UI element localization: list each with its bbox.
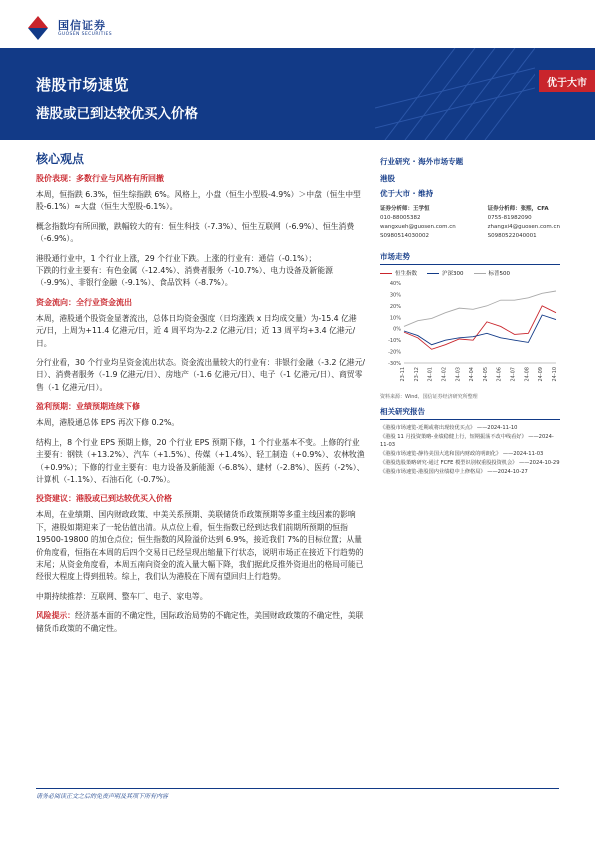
rating-tag: 优于大市 — [539, 70, 595, 92]
price-paragraph-1: 本周，恒指跌 6.3%，恒生综指跌 6%。风格上，小盘（恒生小型股-4.9%）＞中盘（恒生中型股-6.1%）≈大盘（恒生大型股-6.1%）。 — [36, 190, 361, 212]
x-tick-label: 24-08 — [524, 367, 531, 382]
related-reports-list — [380, 424, 560, 476]
x-tick-label: 24-03 — [455, 367, 462, 382]
series-line — [404, 306, 556, 349]
chart-source: 资料来源：Wind、国信证券经济研究所整理 — [380, 394, 478, 400]
section-price-heading: 股价表现：多数行业与风格有所回撤 — [36, 174, 164, 183]
x-tick-label: 24-07 — [510, 367, 517, 382]
section-flow-heading: 资金流向：全行业资金流出 — [36, 297, 132, 307]
y-tick-label: 0% — [393, 326, 401, 333]
legend-item — [474, 269, 511, 277]
y-tick-label: 40% — [389, 281, 401, 287]
x-tick-label: 24-09 — [538, 367, 545, 382]
earnings-paragraph-1: 本周，港股通总体 EPS 再次下修 0.2%。 — [36, 418, 180, 428]
footer-disclaimer: 请务必阅读正文之后的免责声明及其项下所有内容 — [36, 793, 169, 800]
legend-swatch — [427, 273, 439, 275]
x-tick-label: 24-04 — [469, 367, 476, 382]
report-rating: 优于大市 · 维持 — [380, 189, 434, 198]
x-tick-label: 23-11 — [400, 367, 406, 382]
flow-paragraph-2: 分行业看，30 个行业均呈资金流出状态。资金流出量较大的行业有：非银行金融（-3.2 亿港元/日）、消费者服务（-1.9 亿港元/日）、房地产（-1.6 亿港元/日）、电子（-1 亿港元/日）、商贸零售（-1 亿港元/日）。 — [36, 358, 365, 392]
legend-item — [380, 269, 417, 277]
flow-paragraph-1: 本周，港股通个股资金显著流出，总体日均资金强度（日均涨跌 x 日均成交量）为-15.4 亿港元/日，上周为+11.4 亿港元/日，近 4 周平均为-2.2 亿港元/日；近 13 周平均+3.4 亿港元/日。 — [36, 313, 357, 348]
section-earnings-heading: 盈利预期：业绩预期连续下修 — [36, 402, 140, 412]
y-tick-label: 10% — [389, 315, 401, 322]
report-market: 港股 — [380, 174, 395, 183]
price-paragraph-2: 概念指数均有所回撤，跌幅较大的有：恒生科技（-7.3%）、恒生互联网（-6.9%）、恒生消费（-6.9%）。 — [36, 221, 355, 244]
chart-legend — [380, 269, 560, 277]
x-tick-label: 24-05 — [482, 367, 489, 382]
logo-name-cn: 国信证券 — [58, 19, 106, 32]
advice-paragraph-1: 本周，在业绩期、国内财政政策、中美关系预期、美联储货币政策预期等多重主线因素的影响下，港股如期迎来了一轮估值出清。从点位上看，恒生指数已经到达我们前期所预期的恒指 19500-19800 的加仓点位；恒生指数的风险溢价达到 6.9%，接近我们 7%的目标位置；从量价角度看，恒指在本周的后四个交易日已经呈现出缩量下行状态，说明市场正在接近下行趋势的末尾；从资金角度看，本周五南向资金的流入量大幅下降，我们据此反推外资退出的格局可能已经很大程度上得到扭转。综上，我们认为港股在下周有望回归上行趋势。 — [36, 510, 364, 582]
legend-label: 恒生指数 — [395, 271, 418, 277]
x-tick-label: 23-12 — [413, 367, 420, 382]
legend-label: 沪深300 — [442, 271, 464, 277]
advice-paragraph-2: 中期持续推荐：互联网、整车厂、电子、家电等。 — [36, 591, 208, 601]
x-tick-label: 24-01 — [427, 367, 434, 382]
legend-swatch — [380, 273, 392, 275]
report-title: 港股市场速览 — [36, 76, 130, 94]
sidebar-column — [380, 150, 560, 477]
legend-item — [427, 269, 464, 277]
legend-label: 标普500 — [488, 271, 511, 277]
chart-heading: 市场走势 — [380, 251, 560, 265]
price-paragraph-3: 港股通行业中，1 个行业上涨，29 个行业下跌。上涨的行业有：通信（-0.1%）； 下跌的行业主要有：有色金属（-12.4%）、消费者服务（-10.7%）、电力设备及新能源（-9.9%）、非银行金融（-9.1%）、食品饮料（-8.7%）。 — [36, 253, 333, 288]
series-line — [404, 291, 556, 326]
analyst-1: 证券分析师：王学恒 010-88005382 wangxueh@guosen.com.cn S0980514030002 — [380, 206, 456, 239]
x-tick-label: 24-06 — [496, 367, 503, 382]
report-category: 行业研究 · 海外市场专题 — [380, 157, 464, 166]
logo-icon — [24, 14, 52, 42]
related-report-item[interactable]: 《港股 11 月投资策略-业绩稳健上行，短期振荡不改中线看好》 ——2024-11-03 — [380, 434, 554, 448]
related-report-item[interactable]: 《港股市场速览-静待美国大选和国内财政的明朗化》 ——2024-11-03 — [380, 451, 544, 457]
x-tick-label: 24-10 — [552, 367, 558, 382]
y-tick-label: 20% — [389, 303, 401, 310]
logo-name-en: GUOSEN SECURITIES — [58, 32, 112, 37]
banner-decoration — [375, 48, 535, 140]
x-tick-label: 24-02 — [441, 367, 448, 382]
related-report-item[interactable]: 《港股市场速览-近期或将出现较优买点》 ——2024-11-10 — [380, 425, 518, 431]
analyst-2: 证券分析师：张熙，CFA 0755-81982090 zhangxi4@guosen.com.cn S0980522040001 — [487, 206, 560, 239]
footer-divider — [36, 788, 559, 789]
section-advice-heading: 投资建议：港股或已到达较优买入价格 — [36, 494, 172, 504]
y-tick-label: 30% — [389, 292, 401, 299]
y-tick-label: -20% — [388, 349, 401, 356]
earnings-paragraph-2: 结构上，8 个行业 EPS 预期上修，20 个行业 EPS 预期下修，1 个行业基本不变。上修的行业主要有：钢铁（+13.2%）、汽车（+1.5%）、传媒（+1.4%）、轻工制造（+0.9%）、农林牧渔（+0.9%）；下修的行业主要有：电力设备及新能源（-6.8%）、建材（-2.8%）、医药（-2%）、计算机（-1.1%）、石油石化（-0.7%）。 — [36, 437, 365, 484]
analysts-block — [380, 205, 560, 241]
report-subtitle: 港股或已到达较优买入价格 — [36, 106, 198, 122]
market-trend-chart — [380, 277, 560, 387]
core-view-heading: 核心观点 — [36, 152, 85, 166]
core-view-column — [36, 150, 366, 642]
legend-swatch — [474, 273, 486, 275]
related-report-item[interactable]: 《港股市场速览-港股国内业绩稳中上修格局》 ——2024-10-27 — [380, 469, 528, 475]
related-reports-heading: 相关研究报告 — [380, 406, 560, 420]
related-report-item[interactable]: 《港股选股策略研究-通过 FCFE 模型识别权重股投资机会》 ——2024-10-29 — [380, 460, 560, 466]
y-tick-label: -10% — [388, 338, 401, 345]
risk-paragraph: 风险提示：经济基本面的不确定性，国际政治局势的不确定性，美国财政政策的不确定性，美联储货币政策的不确定性。 — [36, 611, 364, 633]
y-tick-label: -30% — [388, 361, 401, 367]
company-logo — [24, 12, 154, 44]
